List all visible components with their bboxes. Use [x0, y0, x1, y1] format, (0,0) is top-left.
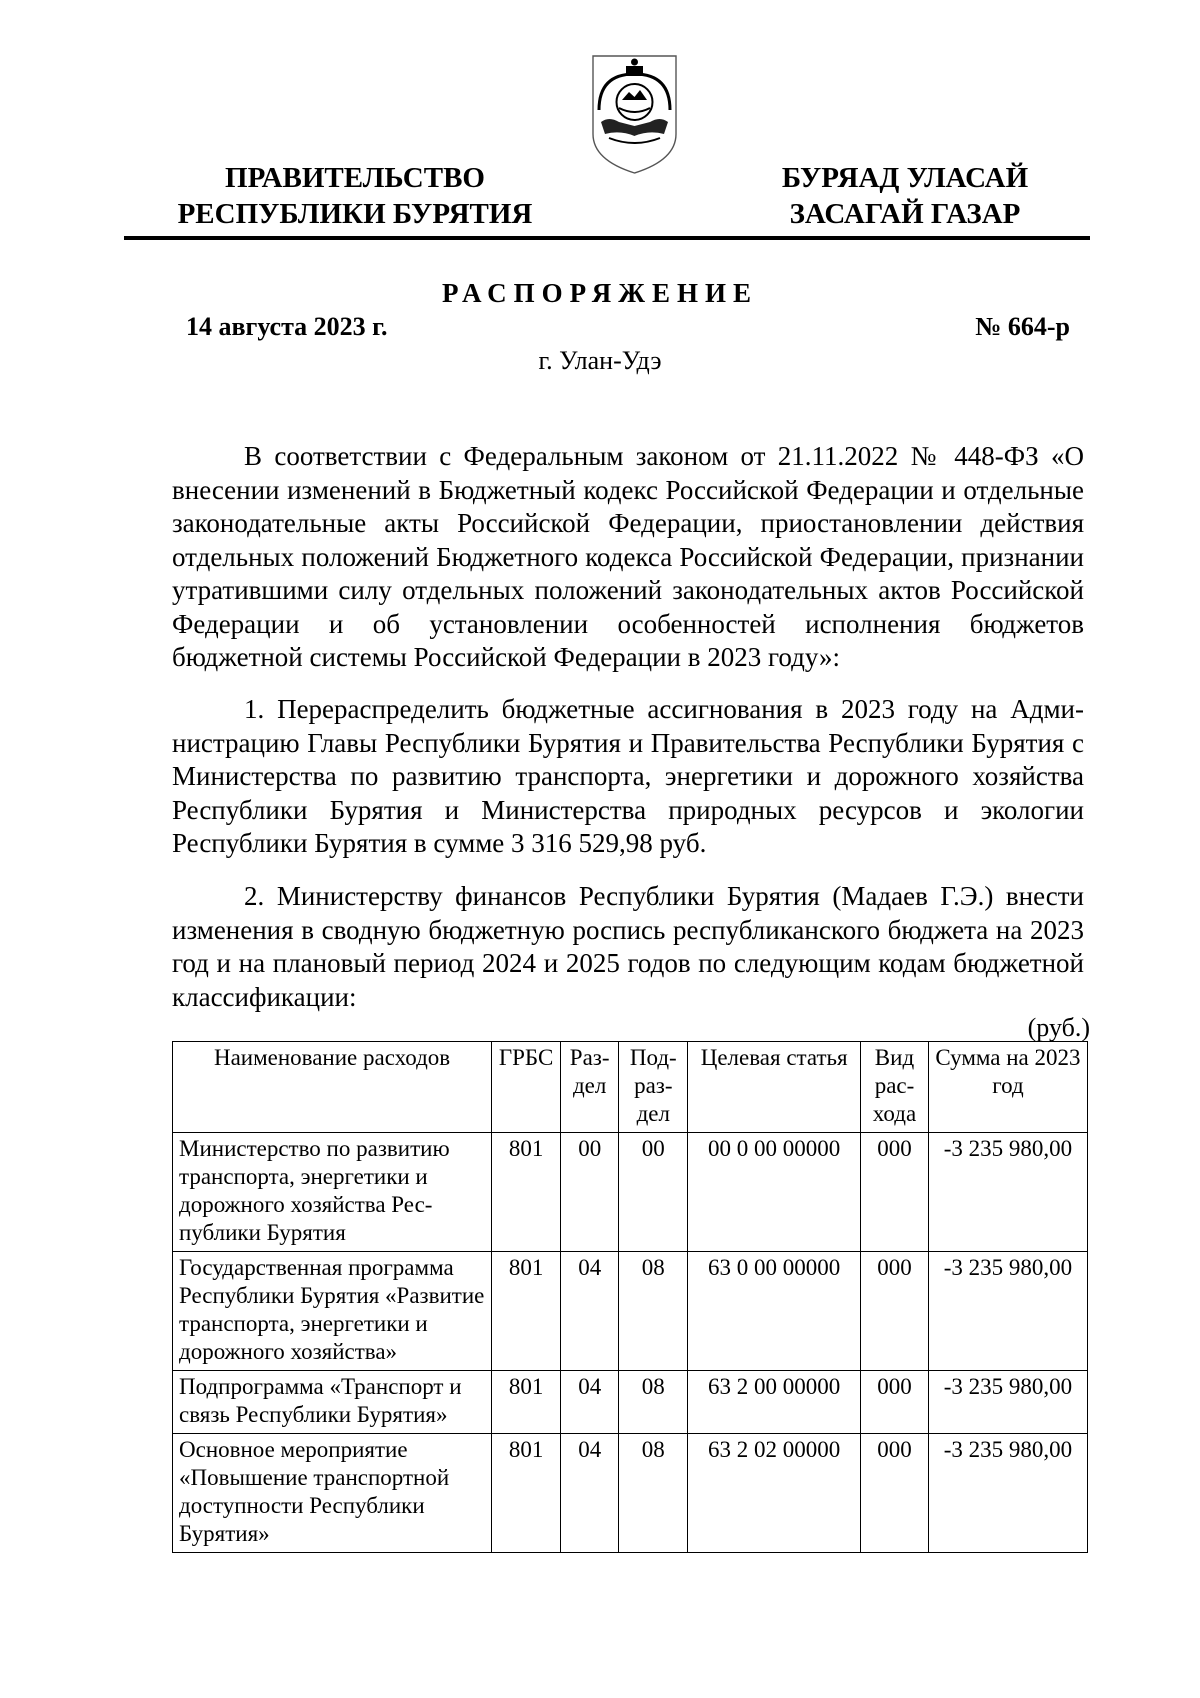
cell-razdel: 04 [561, 1252, 619, 1371]
org-name-line: РЕСПУБЛИКИ БУРЯТИЯ [177, 198, 533, 230]
cell-summa: -3 235 980,00 [928, 1434, 1087, 1553]
cell-podrazdel: 00 [619, 1133, 688, 1252]
cell-name: Подпрограмма «Транспорт и связь Республики Бурятия» [173, 1371, 492, 1434]
cell-name: Государственная программа Республики Бурятия «Развитие транспорта, энергетики и дорожного хозяйства» [173, 1252, 492, 1371]
column-header-razdel: Раздел [561, 1042, 619, 1133]
table-row [173, 1371, 1088, 1434]
document-number: № 664-р [975, 312, 1070, 341]
table-header-row [173, 1042, 1088, 1133]
table-row [173, 1434, 1088, 1553]
cell-name: Министерство по развитию транспорта, энергетики и дорожного хозяйства Республики Бурятия [173, 1133, 492, 1252]
org-name-russian [170, 160, 540, 232]
document-city: г. Улан-Удэ [538, 346, 662, 375]
cell-celevaya: 63 2 02 00000 [688, 1434, 861, 1553]
column-header-celevaya: Целевая статья [688, 1042, 861, 1133]
cell-podrazdel: 08 [619, 1252, 688, 1371]
column-header-summa: Сумма на 2023 год [928, 1042, 1087, 1133]
table-row [173, 1133, 1088, 1252]
preamble-paragraph [172, 440, 1084, 675]
cell-razdel: 04 [561, 1434, 619, 1553]
cell-summa: -3 235 980,00 [928, 1371, 1087, 1434]
document-date: 14 августа 2023 г. [186, 312, 388, 341]
coat-of-arms-emblem-icon [589, 52, 680, 177]
paragraph-text: В соответствии с Федеральным законом от 21.11.2022 № 448-ФЗ «О внесении изменений в Бюджетный кодекс Российской Федерации и отдельные законодательные акты Российской Федерации, приостановлении действия отдельных положений Бюджетного кодекса Российской Федерации, признании утратившими силу отдельных положений законодательных актов Российской Федерации и об установлении особенностей исполнения бюджетов бюджетной системы Российской Федерации в 2023 году»: [172, 441, 1084, 672]
cell-celevaya: 63 2 00 00000 [688, 1371, 861, 1434]
item-1-paragraph [172, 693, 1084, 861]
org-name-buryat [760, 160, 1050, 232]
cell-razdel: 04 [561, 1371, 619, 1434]
cell-podrazdel: 08 [619, 1371, 688, 1434]
paragraph-text: 2. Министерству финансов Республики Бурятия (Мадаев Г.Э.) внести изменения в сводную бюджетную роспись республиканского бюджета на 2023 год и на плановый период 2024 и 2025 годов по следующим кодам бюджетной классификации: [172, 881, 1084, 1012]
cell-razdel: 00 [561, 1133, 619, 1252]
header-divider [124, 236, 1090, 240]
column-header-name: Наименование расходов [173, 1042, 492, 1133]
document-type-title: РАСПОРЯЖЕНИЕ [441, 278, 759, 308]
org-name-line: ЗАСАГАЙ ГАЗАР [789, 198, 1021, 230]
currency-unit-label: (руб.) [1027, 1013, 1090, 1042]
cell-summa: -3 235 980,00 [928, 1252, 1087, 1371]
cell-name: Основное мероприятие «Повышение транспортной доступности Республики Бурятия» [173, 1434, 492, 1553]
table-row [173, 1252, 1088, 1371]
cell-vid: 000 [861, 1371, 929, 1434]
paragraph-text: 1. Перераспределить бюджетные ассигнования в 2023 году на Администрацию Главы Республики Бурятия и Правительства Республики Бурятия с Министерства по развитию транспорта, энергетики и дорожного хозяйства Республики Бурятия и Министерства природных ресурсов и экологии Республики Бурятия в сумме 3 316 529,98 руб. [172, 694, 1084, 858]
cell-grbs: 801 [492, 1434, 561, 1553]
cell-summa: -3 235 980,00 [928, 1133, 1087, 1252]
cell-celevaya: 00 0 00 00000 [688, 1133, 861, 1252]
cell-vid: 000 [861, 1252, 929, 1371]
org-name-line: БУРЯАД УЛАСАЙ [781, 162, 1029, 194]
budget-classification-table [172, 1041, 1088, 1553]
cell-vid: 000 [861, 1434, 929, 1553]
cell-podrazdel: 08 [619, 1434, 688, 1553]
item-2-paragraph [172, 880, 1084, 1014]
column-header-vid: Вид расхода [861, 1042, 929, 1133]
org-name-line: ПРАВИТЕЛЬСТВО [225, 162, 485, 194]
cell-celevaya: 63 0 00 00000 [688, 1252, 861, 1371]
column-header-grbs: ГРБС [492, 1042, 561, 1133]
cell-grbs: 801 [492, 1133, 561, 1252]
cell-grbs: 801 [492, 1371, 561, 1434]
cell-grbs: 801 [492, 1252, 561, 1371]
cell-vid: 000 [861, 1133, 929, 1252]
column-header-podrazdel: Подраздел [619, 1042, 688, 1133]
